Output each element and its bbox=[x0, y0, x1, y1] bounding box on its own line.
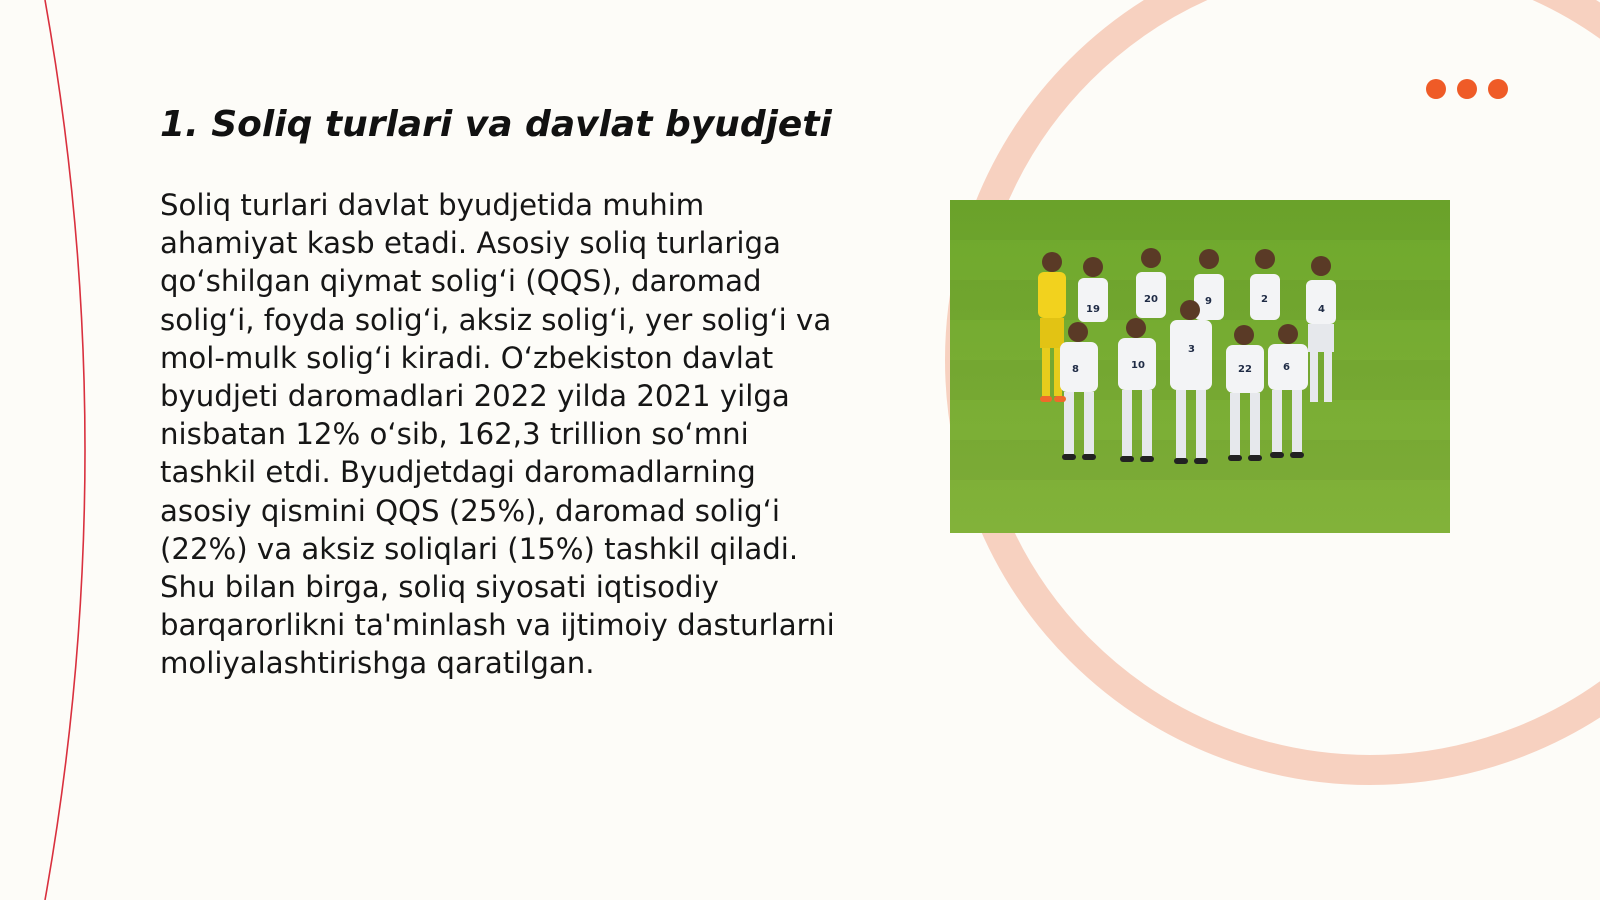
svg-text:4: 4 bbox=[1318, 304, 1325, 315]
svg-text:3: 3 bbox=[1188, 344, 1195, 355]
dot bbox=[1426, 79, 1446, 99]
svg-text:9: 9 bbox=[1205, 296, 1212, 307]
svg-text:6: 6 bbox=[1283, 362, 1290, 373]
svg-text:20: 20 bbox=[1144, 294, 1158, 305]
dot bbox=[1488, 79, 1508, 99]
slide-title: 1. Soliq turlari va davlat byudjeti bbox=[160, 104, 832, 145]
svg-text:8: 8 bbox=[1072, 364, 1079, 375]
svg-text:10: 10 bbox=[1131, 360, 1145, 371]
svg-text:2: 2 bbox=[1261, 294, 1268, 305]
team-photo bbox=[950, 200, 1450, 533]
dot bbox=[1457, 79, 1477, 99]
menu-dots-icon bbox=[1426, 79, 1508, 99]
team-photo-icon bbox=[950, 200, 1450, 533]
svg-text:19: 19 bbox=[1086, 304, 1100, 315]
svg-text:22: 22 bbox=[1238, 364, 1252, 375]
slide-body-text: Soliq turlari davlat byudjetida muhim ahamiyat kasb etadi. Asosiy soliq turlariga qo‘shilgan qiymat solig‘i (QQS), daromad solig‘i, foyda solig‘i, aksiz solig‘i, yer solig‘i va mol-mulk solig‘i kiradi. O‘zbekiston davlat byudjeti daromadlari 2022 yilda 2021 yilga nisbatan 12% o‘sib, 162,3 trillion so‘mni tashkil etdi. Byudjetdagi daromadlarning asosiy qismini QQS (25%), daromad solig‘i (22%) va aksiz soliqlari (15%) tashkil qiladi. Shu bilan birga, soliq siyosati iqtisodiy barqarorlikni ta'minlash va ijtimoiy dasturlarni moliyalashtirishga qaratilgan. bbox=[160, 188, 835, 681]
left-accent-line bbox=[45, 0, 85, 900]
